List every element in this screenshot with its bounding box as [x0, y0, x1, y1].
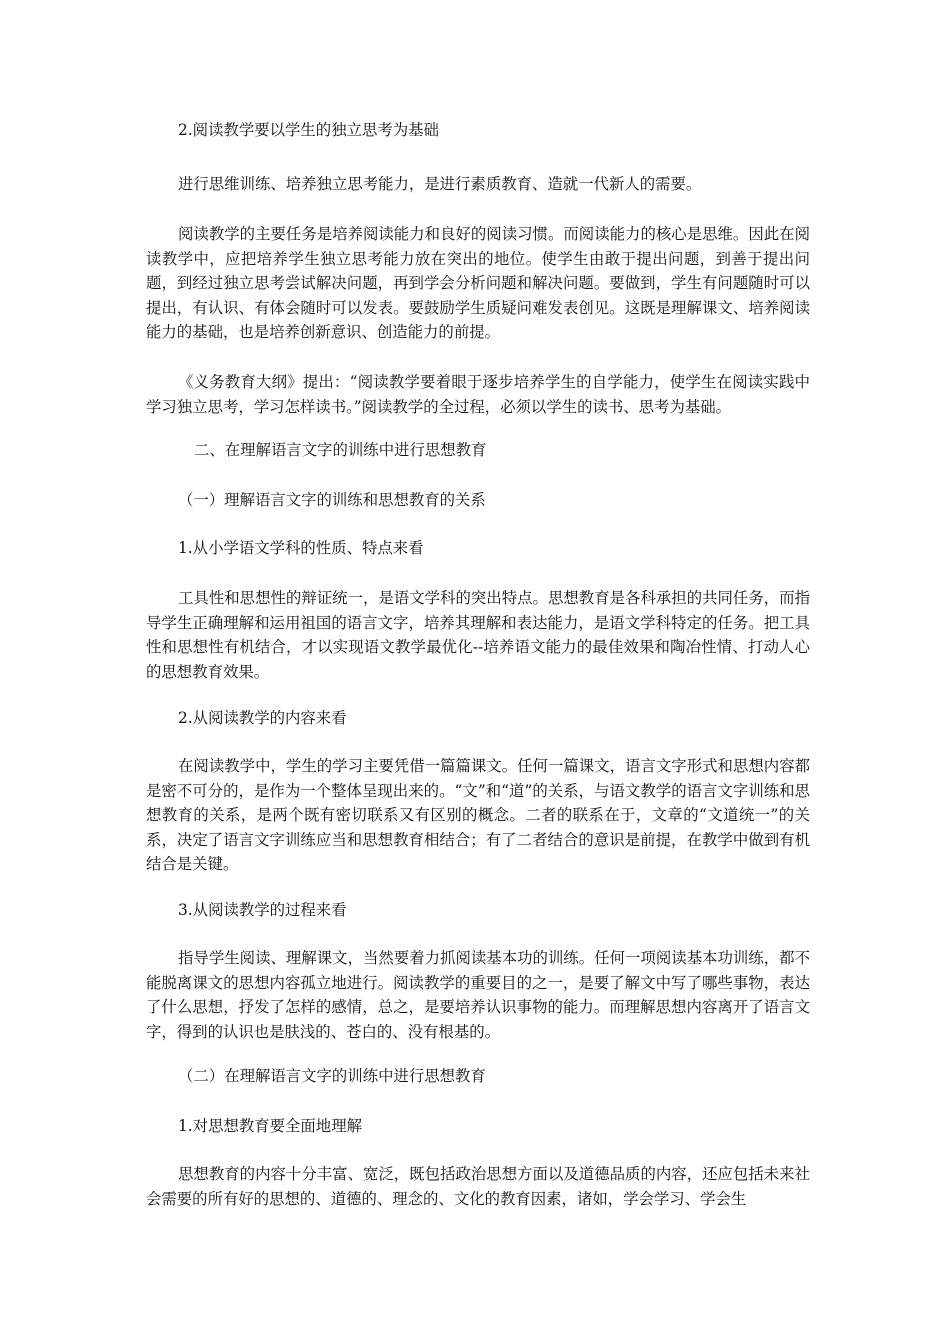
paragraph: 指导学生阅读、理解课文，当然要着力抓阅读基本功的训练。任何一项阅读基本功训练，都不能脱离课文的思想内容孤立地进行。阅读教学的重要目的之一，是要了解文中写了哪些事物，表达了什么思想，抒发了怎样的感情，总之，是要培养认识事物的能力。而理解思想内容离开了语言文字，得到的认识也是肤浅的、苍白的、没有根基的。 — [146, 949, 810, 1041]
subheading: 1.从小学语文学科的性质、特点来看 — [178, 539, 424, 557]
paragraph: 思想教育的内容十分丰富、宽泛，既包括政治思想方面以及道德品质的内容，还应包括未来社会需要的所有好的思想的、道德的、理念的、文化的教育因素，诸如，学会学习、学会生 — [146, 1165, 810, 1208]
paragraph: 《义务教育大纲》提出：“阅读教学要着眼于逐步培养学生的自学能力，使学生在阅读实践中学习独立思考，学习怎样读书。”阅读教学的全过程，必须以学生的读书、思考为基础。 — [146, 373, 810, 416]
subheading: 2.从阅读教学的内容来看 — [178, 709, 347, 727]
subheading: 1.对思想教育要全面地理解 — [178, 1117, 362, 1135]
paragraph: 阅读教学的主要任务是培养阅读能力和良好的阅读习惯。而阅读能力的核心是思维。因此在阅读教学中，应把培养学生独立思考能力放在突出的地位。使学生由敢于提出问题，到善于提出问题，到经过独立思考尝试解决问题，再到学会分析问题和解决问题。要做到，学生有问题随时可以提出，有认识、有体会随时可以发表。要鼓励学生质疑问难发表创见。这既是理解课文、培养阅读能力的基础，也是培养创新意识、创造能力的前提。 — [146, 225, 810, 341]
paragraph: 在阅读教学中，学生的学习主要凭借一篇篇课文。任何一篇课文，语言文字形式和思想内容都是密不可分的，是作为一个整体呈现出来的。“文”和“道”的关系，与语文教学的语言文字训练和思想教育的关系，是两个既有密切联系又有区别的概念。二者的联系在于，文章的“文道统一”的关系，决定了语言文字训练应当和思想教育相结合；有了二者结合的意识是前提，在教学中做到有机结合是关键。 — [146, 757, 810, 873]
section-heading: 二、在理解语言文字的训练中进行思想教育 — [194, 441, 487, 459]
subsection-heading: （一）理解语言文字的训练和思想教育的关系 — [178, 491, 486, 509]
subheading-independent-thinking: 2.阅读教学要以学生的独立思考为基础 — [178, 121, 439, 139]
subsection-heading: （二）在理解语言文字的训练中进行思想教育 — [178, 1067, 486, 1085]
paragraph: 工具性和思想性的辩证统一，是语文学科的突出特点。思想教育是各科承担的共同任务，而指导学生正确理解和运用祖国的语言文字，培养其理解和表达能力，是语文学科特定的任务。把工具性和思想性有机结合，才以实现语文教学最优化--培养语文能力的最佳效果和陶冶性情、打动人心的思想教育效果。 — [146, 589, 810, 681]
paragraph: 进行思维训练、培养独立思考能力，是进行素质教育、造就一代新人的需要。 — [178, 175, 702, 193]
subheading: 3.从阅读教学的过程来看 — [178, 901, 347, 919]
